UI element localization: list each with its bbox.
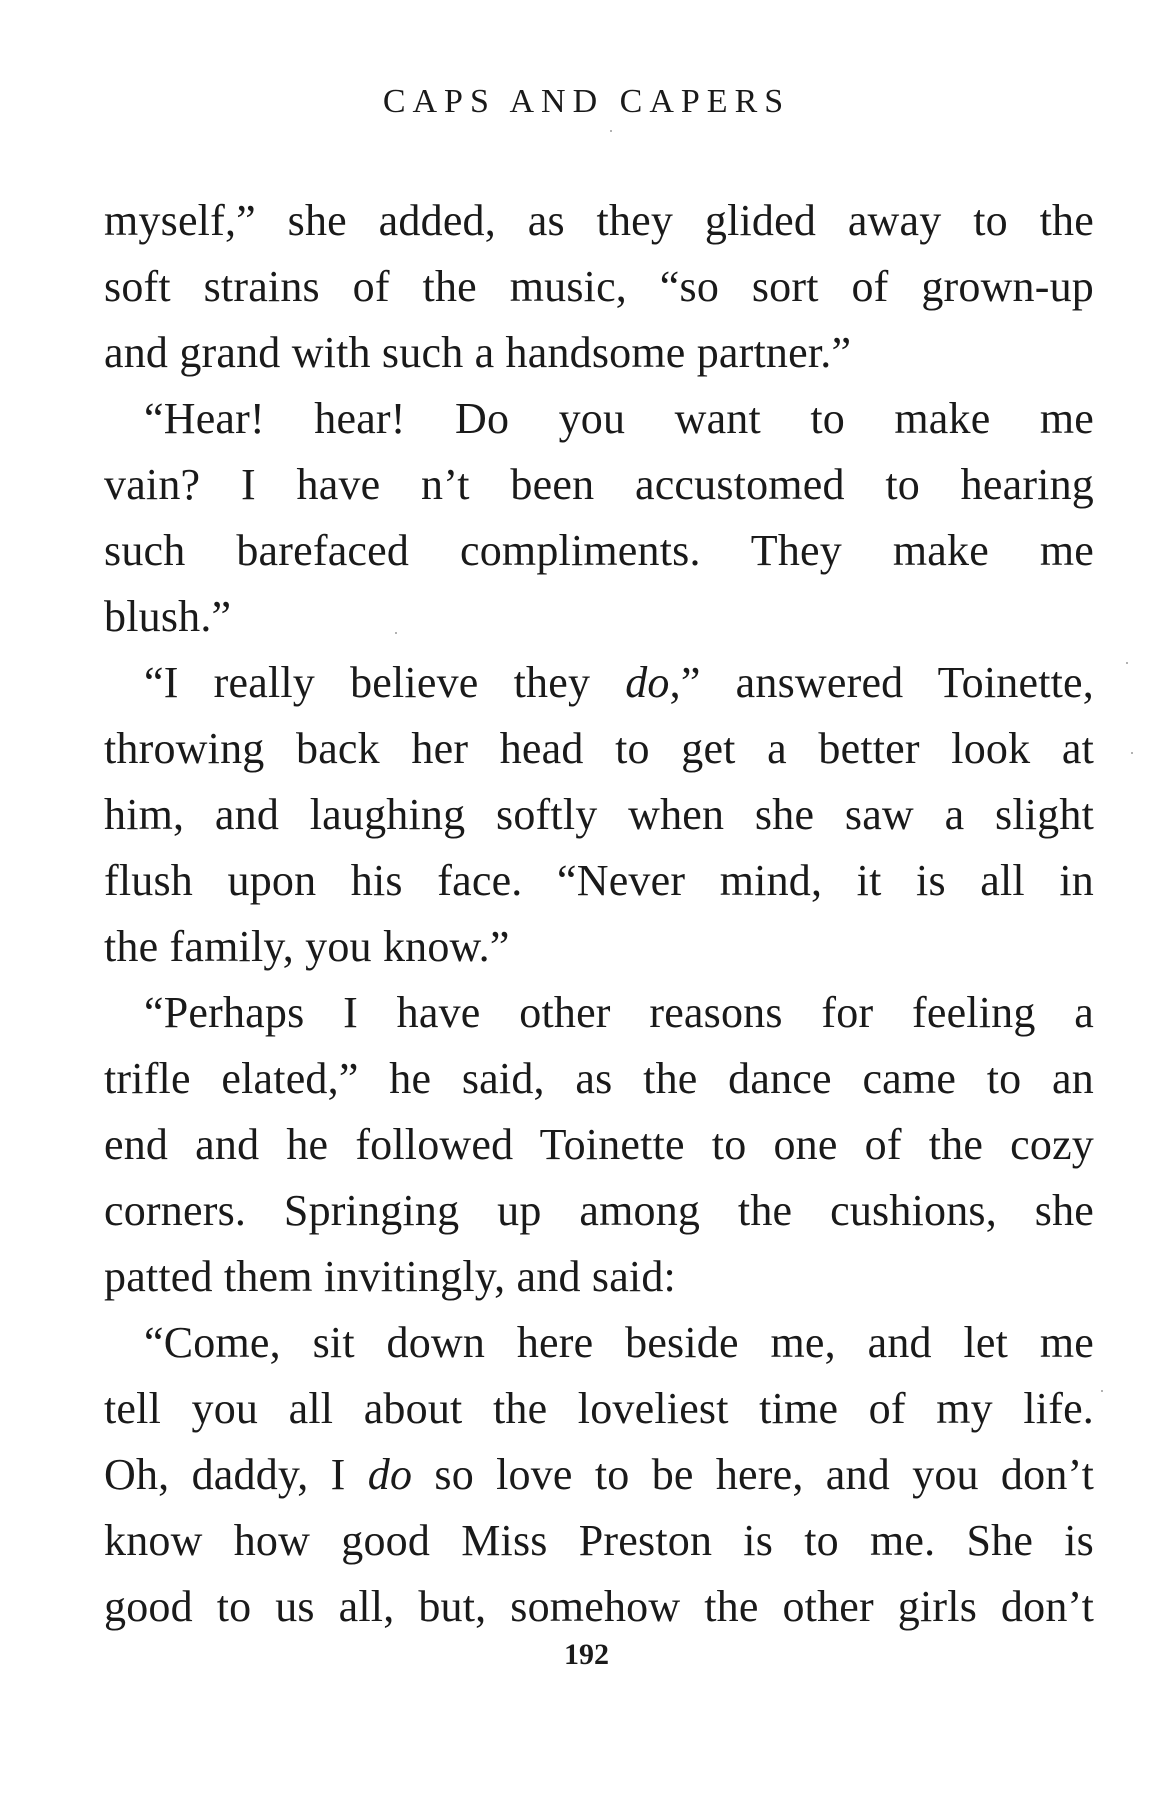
text-line: trifle elated,” he said, as the dance came to an [104,1054,1094,1103]
text-line: him, and laughing softly when she saw a slight [104,790,1094,839]
text-segment: so love to be here, and you don’t [434,1450,1095,1499]
text-line: flush upon his face. “Never mind, it is all in [104,856,1094,905]
paper-speck [395,632,397,634]
text-line: such barefaced compliments. They make me [104,526,1094,575]
page-number: 192 [564,1638,609,1671]
body-text [104,188,1094,1640]
text-line: corners. Springing up among the cushions, she [104,1186,1094,1235]
text-line: good to us all, but, somehow the other girls don’t [104,1582,1094,1631]
text-line: soft strains of the music, “so sort of grown-up [104,262,1094,311]
text-line: throwing back her head to get a better look at [104,724,1094,773]
text-line: vain? I have n’t been accustomed to hearing [104,460,1094,509]
paper-speck [1101,1390,1103,1392]
text-line: tell you all about the loveliest time of my life. [104,1384,1094,1433]
italic-emphasis: do [367,1450,413,1499]
text-segment: Oh, daddy, I [104,1450,346,1499]
running-header: CAPS AND CAPERS [382,83,791,120]
text-line: blush.” [104,592,232,641]
text-line: “Perhaps I have other reasons for feeling a [144,988,1094,1037]
text-line [104,650,1094,716]
text-line: and grand with such a handsome partner.” [104,328,852,377]
text-line [104,1442,1094,1508]
italic-emphasis: do [625,658,670,707]
paper-speck [1126,662,1128,664]
text-line: “Come, sit down here beside me, and let me [144,1318,1094,1367]
text-line: patted them invitingly, and said: [104,1252,676,1301]
text-line: know how good Miss Preston is to me. She is [104,1516,1094,1565]
text-segment: “I really believe they [144,658,591,707]
paper-speck [610,130,612,132]
text-line: “Hear! hear! Do you want to make me [144,394,1094,443]
paper-speck [1131,752,1133,754]
text-segment: ,” answered Toinette, [669,658,1094,707]
text-line: myself,” she added, as they glided away to the [104,196,1094,245]
text-line: the family, you know.” [104,922,510,971]
text-line: end and he followed Toinette to one of the cozy [104,1120,1094,1169]
